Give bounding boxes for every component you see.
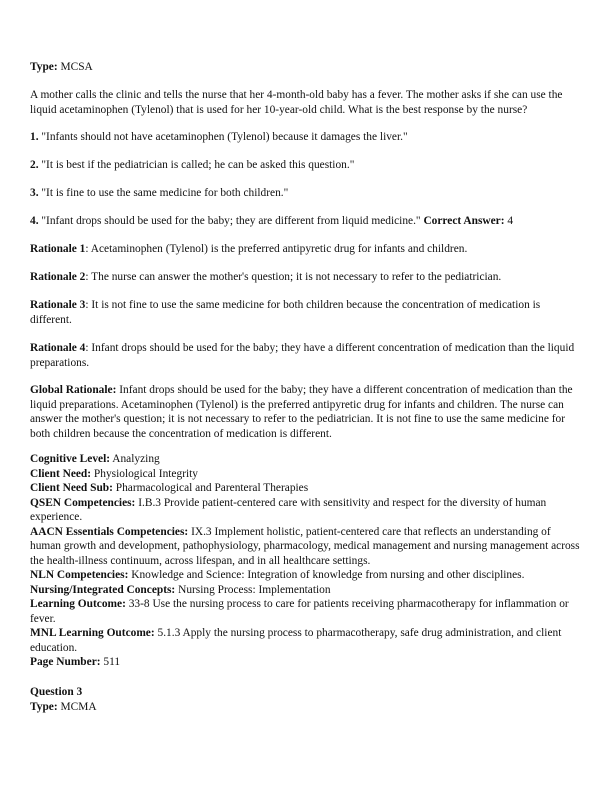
type-label: Type: <box>30 61 58 73</box>
rationale-text: : The nurse can answer the mother's question; it is not necessary to refer to the pediatrician. <box>85 271 502 283</box>
metadata-item <box>30 481 580 496</box>
correct-answer-value: 4 <box>507 215 514 227</box>
option-number: 2. <box>30 159 39 171</box>
option-2 <box>30 158 580 173</box>
metadata-item <box>30 452 580 467</box>
metadata-item <box>30 496 580 525</box>
rationale-text: : Infant drops should be used for the baby; they have a different concentration of medication than the liquid preparations. <box>30 342 575 369</box>
metadata-label: NLN Competencies: <box>30 569 129 581</box>
metadata-value: Knowledge and Science: Integration of knowledge from nursing and other disciplines. <box>131 569 525 581</box>
metadata-label: Nursing/Integrated Concepts: <box>30 583 176 596</box>
next-question <box>30 685 580 714</box>
metadata-label: MNL Learning Outcome: <box>30 627 155 639</box>
metadata-value: 5.1.3 Apply the nursing process to pharmacotherapy, safe drug administration, and client education. <box>30 627 562 654</box>
metadata-label: Client Need Sub: <box>30 482 113 494</box>
metadata-item <box>30 583 580 598</box>
rationale-3 <box>30 298 580 327</box>
metadata-item <box>30 525 580 569</box>
metadata-item <box>30 568 580 583</box>
metadata-item <box>30 626 580 655</box>
metadata-value: Pharmacological and Parenteral Therapies <box>115 482 309 494</box>
metadata-label: Learning Outcome: <box>30 598 126 610</box>
metadata-value: IX.3 Implement holistic, patient-centered care that reflects an understanding of human growth and development, pathophysiology, pharmacology, medical management and nursing management across the health-illness continuum, across lifespan, and in all healthcare settings. <box>30 525 580 567</box>
option-text: "Infant drops should be used for the baby; they are different from liquid medicine." <box>41 215 421 227</box>
question-type: Type: MCMA <box>30 700 97 713</box>
option-number: 3. <box>30 187 39 199</box>
global-rationale <box>30 383 580 441</box>
metadata-item <box>30 467 580 482</box>
rationale-label: Rationale 1 <box>30 243 86 255</box>
option-text: "Infants should not have acetaminophen (Tylenol) because it damages the liver." <box>41 131 408 143</box>
rationale-4 <box>30 341 580 370</box>
option-number: 1. <box>30 131 39 143</box>
option-1 <box>30 130 580 145</box>
option-3 <box>30 186 580 201</box>
metadata-value: I.B.3 Provide patient-centered care with sensitivity and respect for the diversity of human experience. <box>30 496 547 523</box>
rationale-2 <box>30 270 580 285</box>
option-text: "It is fine to use the same medicine for both children." <box>41 187 289 199</box>
correct-answer-label: Correct Answer: <box>423 215 505 227</box>
metadata-label: Client Need: <box>30 467 92 480</box>
global-rationale-text: Infant drops should be used for the baby; they have a different concentration of medication than the liquid preparations. Acetaminophen (Tylenol) is the preferred antipyretic drug for infants and children. The nurse can answer the mother's question; it is not necessary to refer to the pediatrician. It is not fine to use the same medicine for both children because the concentration of medication is different. <box>30 384 573 440</box>
option-number: 4. <box>30 215 39 227</box>
metadata-value: Nursing Process: Implementation <box>178 583 331 596</box>
question-stem: A mother calls the clinic and tells the nurse that her 4-month-old baby has a fever. The mother asks if she can use the liquid acetaminophen (Tylenol) that is used for her 10-year-old child. What is the best response by the nurse? <box>30 89 563 116</box>
rationale-text: : Acetaminophen (Tylenol) is the preferred antipyretic drug for infants and children. <box>85 243 468 255</box>
metadata-list <box>30 452 580 670</box>
type-value: MCSA <box>60 61 93 73</box>
option-4 <box>30 214 580 229</box>
rationale-label: Rationale 3 <box>30 299 86 311</box>
rationale-text: : It is not fine to use the same medicine for both children because the concentration of medication is different. <box>30 299 541 326</box>
metadata-value: Analyzing <box>112 453 160 465</box>
question-type <box>30 60 580 75</box>
rationale-label: Rationale 2 <box>30 271 86 283</box>
metadata-value: 511 <box>103 656 121 668</box>
metadata-item <box>30 655 580 670</box>
metadata-value: 33-8 Use the nursing process to care for patients receiving pharmacotherapy for inflammation or fever. <box>30 598 569 625</box>
metadata-label: Cognitive Level: <box>30 453 111 465</box>
rationale-1 <box>30 242 580 257</box>
metadata-item <box>30 597 580 626</box>
option-text: "It is best if the pediatrician is called; he can be asked this question." <box>41 159 355 171</box>
metadata-label: Page Number: <box>30 656 101 668</box>
metadata-label: QSEN Competencies: <box>30 496 136 509</box>
rationale-label: Rationale 4 <box>30 342 86 354</box>
metadata-value: Physiological Integrity <box>93 467 199 480</box>
question-title: Question 3 <box>30 686 83 698</box>
global-rationale-label: Global Rationale: <box>30 384 117 396</box>
metadata-label: AACN Essentials Competencies: <box>30 525 189 538</box>
